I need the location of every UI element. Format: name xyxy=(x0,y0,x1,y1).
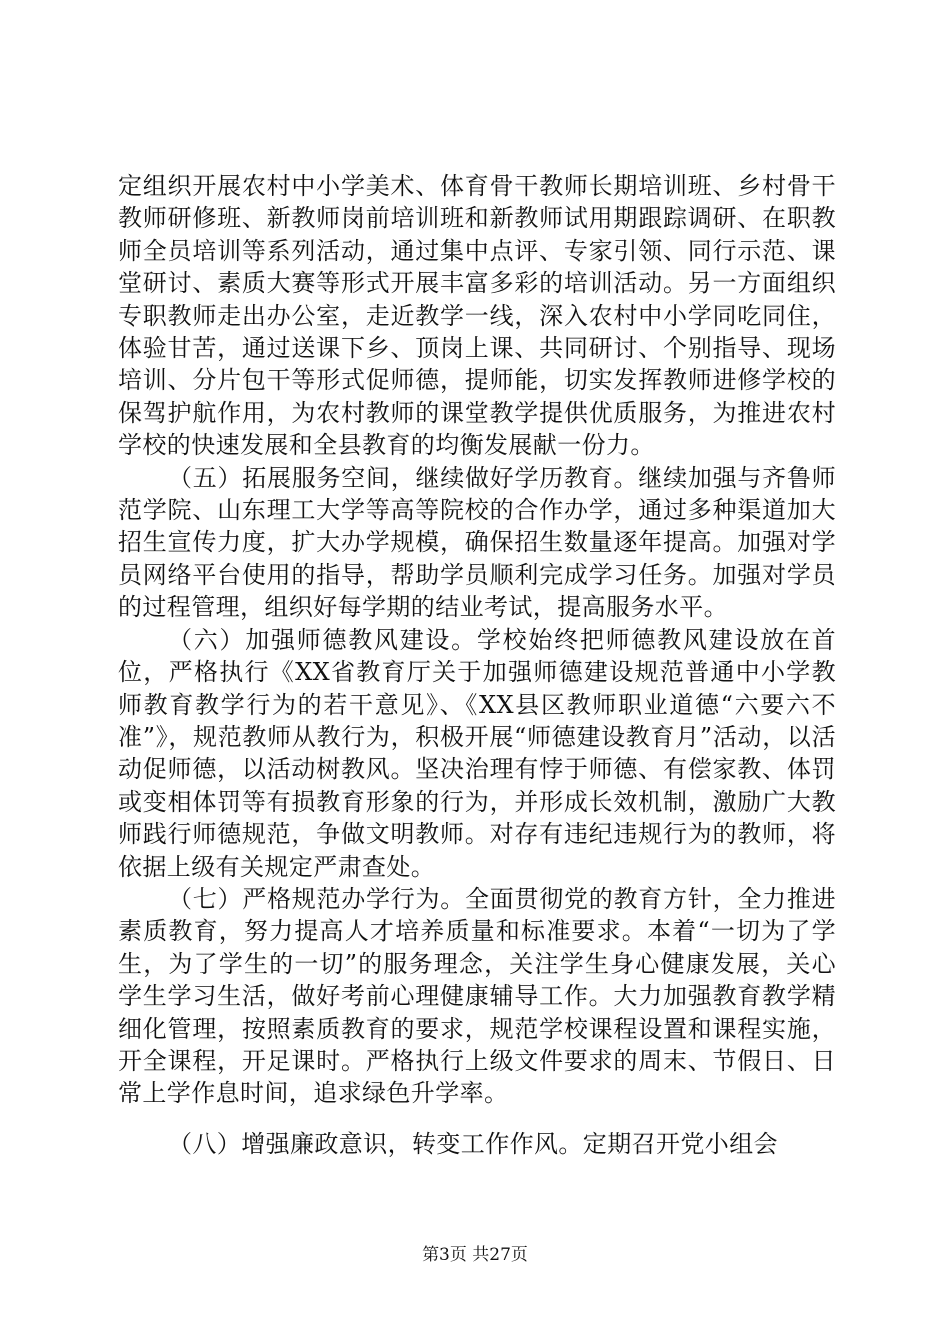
document-body xyxy=(118,170,836,1160)
page-number: 第3页 共27页 xyxy=(422,1245,528,1265)
paragraph-section-8: （八）增强廉政意识，转变工作作风。定期召开党小组会 xyxy=(168,1129,778,1158)
paragraph-section-6: （六）加强师德教风建设。学校始终把师德教风建设放在首位，严格执行《XX省教育厅关于加强师德建设规范普通中小学教师教育教学行为的若干意见》、《XX县区教师职业道德“六要六不准”》，规范教师从教行为，积极开展“师德建设教育月”活动，以活动促师德，以活动树教风。坚决治理有悖于师德、有偿家教、体罚或变相体罚等有损教育形象的行为，并形成长效机制，激励广大教师践行师德规范，争做文明教师。对存有违纪违规行为的教师，将依据上级有关规定严肃查处。 xyxy=(118,625,836,881)
paragraph-section-7: （七）严格规范办学行为。全面贯彻党的教育方针，全力推进素质教育，努力提高人才培养质量和标准要求。本着“一切为了学生，为了学生的一切”的服务理念，关注学生身心健康发展，关心学生学习生活，做好考前心理健康辅导工作。大力加强教育教学精细化管理，按照素质教育的要求，规范学校课程设置和课程实施，开全课程，开足课时。严格执行上级文件要求的周末、节假日、日常上学作息时间，追求绿色升学率。 xyxy=(118,884,836,1108)
paragraph-section-5: （五）拓展服务空间，继续做好学历教育。继续加强与齐鲁师范学院、山东理工大学等高等院校的合作办学，通过多种渠道加大招生宣传力度，扩大办学规模，确保招生数量逐年提高。加强对学员网络平台使用的指导，帮助学员顺利完成学习任务。加强对学员的过程管理，组织好每学期的结业考试，提高服务水平。 xyxy=(118,463,836,622)
paragraph-training-activities: 定组织开展农村中小学美术、体育骨干教师长期培训班、乡村骨干教师研修班、新教师岗前培训班和新教师试用期跟踪调研、在职教师全员培训等系列活动，通过集中点评、专家引领、同行示范、课堂研讨、素质大赛等形式开展丰富多彩的培训活动。另一方面组织专职教师走出办公室，走近教学一线，深入农村中小学同吃同住，体验甘苦，通过送课下乡、顶岗上课、共同研讨、个别指导、现场培训、分片包干等形式促师德，提师能，切实发挥教师进修学校的保驾护航作用，为农村教师的课堂教学提供优质服务，为推进农村学校的快速发展和全县教育的均衡发展献一份力。 xyxy=(118,172,836,460)
